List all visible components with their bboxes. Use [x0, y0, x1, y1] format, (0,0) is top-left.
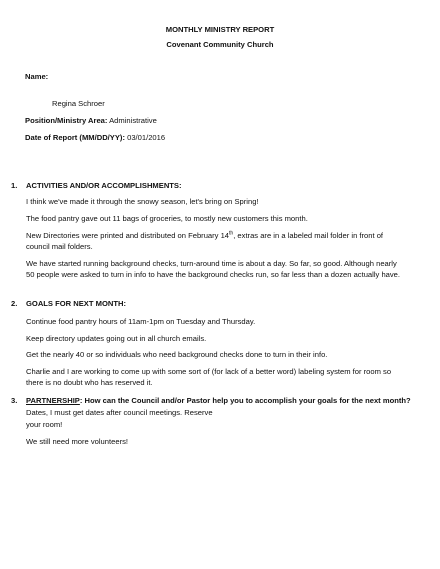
section3-paragraph-2: We still need more volunteers! — [26, 437, 129, 446]
section3-number: 3. — [11, 396, 18, 405]
section1-paragraph-3 — [26, 231, 383, 241]
position-label: Position/Ministry Area: — [25, 116, 108, 125]
date-label: Date of Report (MM/DD/YY): — [25, 133, 125, 142]
position-value: Administrative — [107, 116, 157, 125]
church-name: Covenant Community Church — [166, 40, 274, 49]
date-value: 03/01/2016 — [124, 133, 166, 142]
partnership-label: PARTNERSHIP — [26, 396, 80, 405]
section2-number: 2. — [11, 299, 18, 308]
section1-paragraph-4: We have started running background checks, turn-around time is about a day. So far, so good. Although nearly — [26, 259, 397, 268]
section3-paragraph-1: Dates, I must get dates after council meetings. Reserve — [26, 408, 213, 417]
section3-heading — [26, 396, 411, 406]
section2-paragraph-3: Get the nearly 40 or so individuals who need background checks done to turn in their info. — [26, 350, 328, 359]
section2-heading: GOALS FOR NEXT MONTH: — [26, 299, 126, 308]
section1-paragraph-3-line-2: council mail folders. — [26, 242, 93, 251]
position-line — [25, 116, 157, 126]
section1-paragraph-3-text-continued: , extras are in a labeled mail folder in front of — [233, 231, 384, 240]
section3-paragraph-1-line-2: your room! — [26, 420, 63, 429]
section1-paragraph-1: I think we've made it through the snowy season, let's bring on Spring! — [26, 197, 259, 206]
name-label: Name: — [25, 72, 49, 81]
date-line — [25, 133, 165, 143]
section1-paragraph-2: The food pantry gave out 11 bags of groceries, to mostly new customers this month. — [26, 214, 308, 223]
section2-paragraph-2: Keep directory updates going out in all church emails. — [26, 334, 207, 343]
section1-number: 1. — [11, 181, 18, 190]
section3-question: : How can the Council and/or Pastor help you to accomplish your goals for the next month? — [79, 396, 411, 405]
date-ordinal-superscript: th — [229, 230, 234, 237]
section1-paragraph-3-text: New Directories were printed and distributed on February 14 — [26, 231, 230, 240]
section2-paragraph-4: Charlie and I are working to come up with some sort of (for lack of a better word) labeling system for room so — [26, 367, 392, 376]
section2-paragraph-1: Continue food pantry hours of 11am-1pm on Tuesday and Thursday. — [26, 317, 256, 326]
section1-paragraph-4-line-2: 50 people were asked to turn in info to have the background checks run, so far less than a dozen actually have. — [26, 270, 401, 279]
report-title: MONTHLY MINISTRY REPORT — [165, 25, 275, 34]
name-value: Regina Schroer — [52, 99, 105, 108]
section2-paragraph-4-line-2: there is no doubt who has reserved it. — [26, 378, 153, 387]
section1-heading: ACTIVITIES AND/OR ACCOMPLISHMENTS: — [26, 181, 182, 190]
